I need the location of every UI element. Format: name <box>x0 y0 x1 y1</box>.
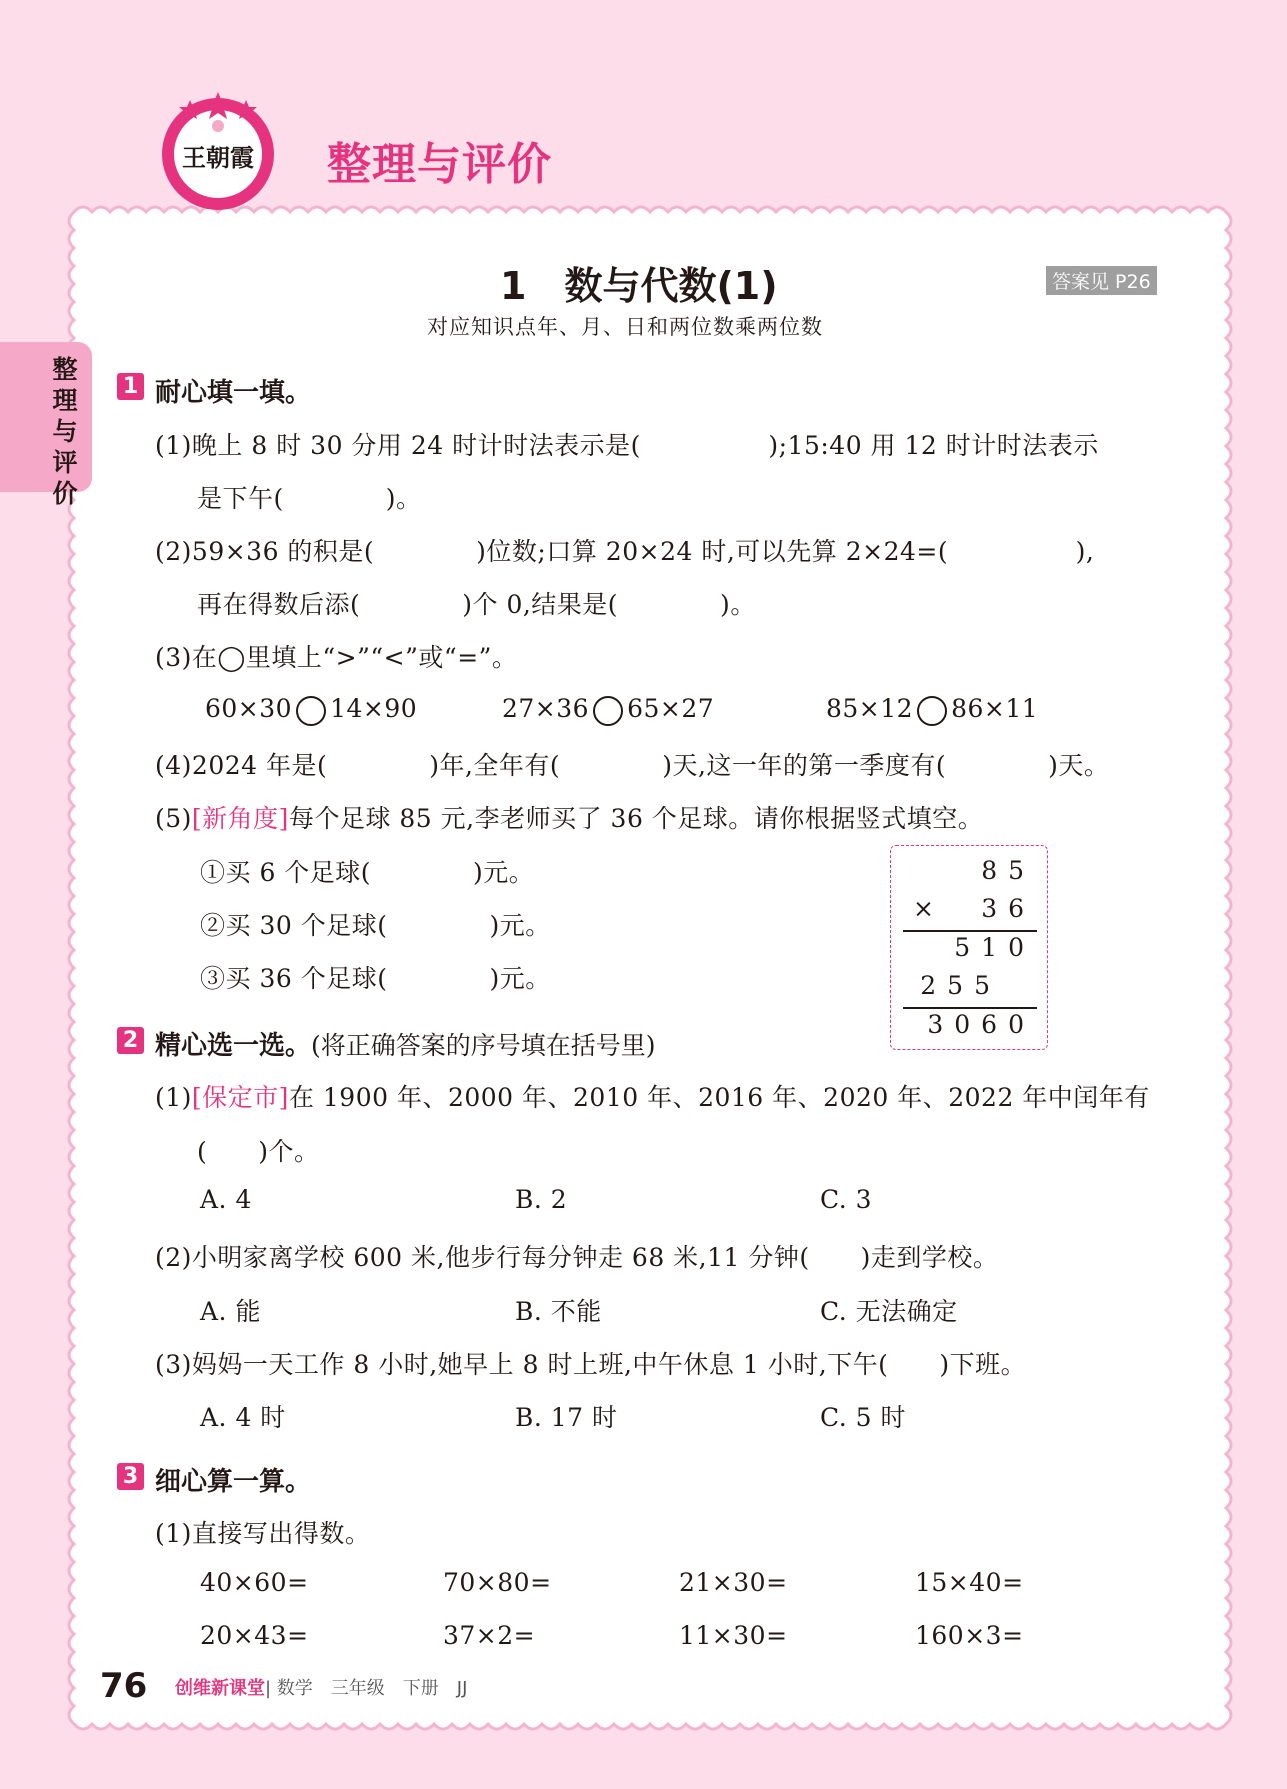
compare-left: 60×30 <box>205 694 293 723</box>
q2-part1-prefix: (1) <box>155 1083 192 1112</box>
logo-text: 王朝霞 <box>182 143 254 172</box>
q1-part1-line1: (1)晚上 8 时 30 分用 24 时计时法表示是( );15:40 用 12 时计时法表示 <box>155 431 1099 460</box>
question-1-title: 耐心填一填。 <box>155 378 312 408</box>
q2-part2-option-b[interactable]: B. 不能 <box>515 1297 602 1326</box>
question-2-number: 2 <box>117 1027 144 1054</box>
oral-calc-item: 15×40= <box>915 1568 1024 1597</box>
compare-item-2 <box>502 694 714 726</box>
question-3-title: 细心算一算。 <box>155 1467 312 1497</box>
compare-circle-blank[interactable] <box>296 696 326 726</box>
question-2-title-text: 精心选一选。 <box>155 1031 312 1061</box>
question-2-note: (将正确答案的序号填在括号里) <box>311 1031 656 1060</box>
q1-part4: (4)2024 年是( )年,全年有( )天,这一年的第一季度有( )天。 <box>155 751 1110 780</box>
calc-partial-1: 510 <box>954 933 1035 962</box>
q1-part5-text: 每个足球 85 元,李老师买了 36 个足球。请你根据竖式填空。 <box>288 804 984 833</box>
oral-calc-item: 21×30= <box>679 1568 788 1597</box>
oral-calc-item: 20×43= <box>200 1621 309 1650</box>
q2-part2-option-c[interactable]: C. 无法确定 <box>820 1297 958 1326</box>
q1-part3-line1: (3)在◯里填上“>”“<”或“=”。 <box>155 643 518 672</box>
q2-part1-option-b[interactable]: B. 2 <box>515 1185 568 1214</box>
q1-part2-line1: (2)59×36 的积是( )位数;口算 20×24 时,可以先算 2×24=( ), <box>155 537 1095 566</box>
question-3-number: 3 <box>117 1463 144 1490</box>
header-title: 整理与评价 <box>327 139 552 190</box>
compare-left: 27×36 <box>502 694 590 723</box>
new-angle-tag: [新角度] <box>191 804 289 833</box>
q1-part1-line2: 是下午( )。 <box>197 484 422 513</box>
q2-part1-text: 在 1900 年、2000 年、2010 年、2016 年、2020 年、2022 年中闰年有 <box>288 1083 1150 1112</box>
vertical-multiplication <box>890 845 1048 1050</box>
city-tag: [保定市] <box>191 1083 289 1112</box>
section-title: 1 数与代数(1) <box>500 264 778 308</box>
calc-multiplier: 36 <box>981 894 1035 923</box>
oral-calc-item: 40×60= <box>200 1568 309 1597</box>
calc-rule-2 <box>903 1007 1037 1009</box>
q1-part2-line2: 再在得数后添( )个 0,结果是( )。 <box>197 590 756 619</box>
q2-part3-option-c[interactable]: C. 5 时 <box>820 1403 906 1432</box>
q2-part1-line2: ( )个。 <box>197 1137 320 1166</box>
oral-calc-item: 11×30= <box>679 1621 788 1650</box>
question-1-number: 1 <box>117 373 144 400</box>
q2-part3-option-a[interactable]: A. 4 时 <box>200 1403 286 1432</box>
question-2-title <box>155 1025 656 1062</box>
compare-left: 85×12 <box>826 694 914 723</box>
q2-part3-option-b[interactable]: B. 17 时 <box>515 1403 618 1432</box>
section-subtitle: 对应知识点年、月、日和两位数乘两位数 <box>427 315 823 339</box>
calc-operator: × <box>913 894 945 923</box>
footer-brand: 创维新课堂 <box>175 1678 265 1699</box>
side-tab <box>0 342 92 508</box>
calc-product: 3060 <box>927 1010 1035 1039</box>
q2-part1-option-a[interactable]: A. 4 <box>200 1185 252 1214</box>
compare-circle-blank[interactable] <box>593 696 623 726</box>
compare-circle-blank[interactable] <box>917 696 947 726</box>
q1-part5-line <box>155 799 983 835</box>
brand-logo <box>158 92 278 212</box>
q3-part1: (1)直接写出得数。 <box>155 1519 371 1548</box>
oral-calc-item: 160×3= <box>915 1621 1024 1650</box>
compare-item-1 <box>205 694 417 726</box>
compare-right: 65×27 <box>627 694 715 723</box>
side-tab-label: 整理与评价 <box>52 355 78 508</box>
q2-part1-line1 <box>155 1078 1150 1114</box>
compare-item-3 <box>826 694 1038 726</box>
q2-part1-option-c[interactable]: C. 3 <box>820 1185 873 1214</box>
q1-part5-prefix: (5) <box>155 804 192 833</box>
oral-calc-item: 70×80= <box>443 1568 552 1597</box>
q2-part2: (2)小明家离学校 600 米,他步行每分钟走 68 米,11 分钟( )走到学校。 <box>155 1243 999 1272</box>
footer-text <box>175 1674 467 1700</box>
q2-part2-option-a[interactable]: A. 能 <box>200 1297 261 1326</box>
oral-calc-item: 37×2= <box>443 1621 536 1650</box>
q1-part5-b: ②买 30 个足球( )元。 <box>200 911 551 940</box>
answer-reference-badge: 答案见 P26 <box>1046 266 1157 295</box>
compare-right: 86×11 <box>951 694 1039 723</box>
page-number: 76 <box>100 1666 148 1706</box>
compare-right: 14×90 <box>330 694 418 723</box>
calc-partial-2: 255 <box>920 971 1001 1000</box>
calc-rule-1 <box>903 930 1037 932</box>
calc-multiplicand: 85 <box>981 856 1035 885</box>
q1-part5-c: ③买 36 个足球( )元。 <box>200 964 551 993</box>
footer-book-info: | 数学 三年级 下册 JJ <box>265 1678 468 1699</box>
q2-part3: (3)妈妈一天工作 8 小时,她早上 8 时上班,中午休息 1 小时,下午( )下班。 <box>155 1350 1027 1379</box>
q1-part5-a: ①买 6 个足球( )元。 <box>200 858 535 887</box>
